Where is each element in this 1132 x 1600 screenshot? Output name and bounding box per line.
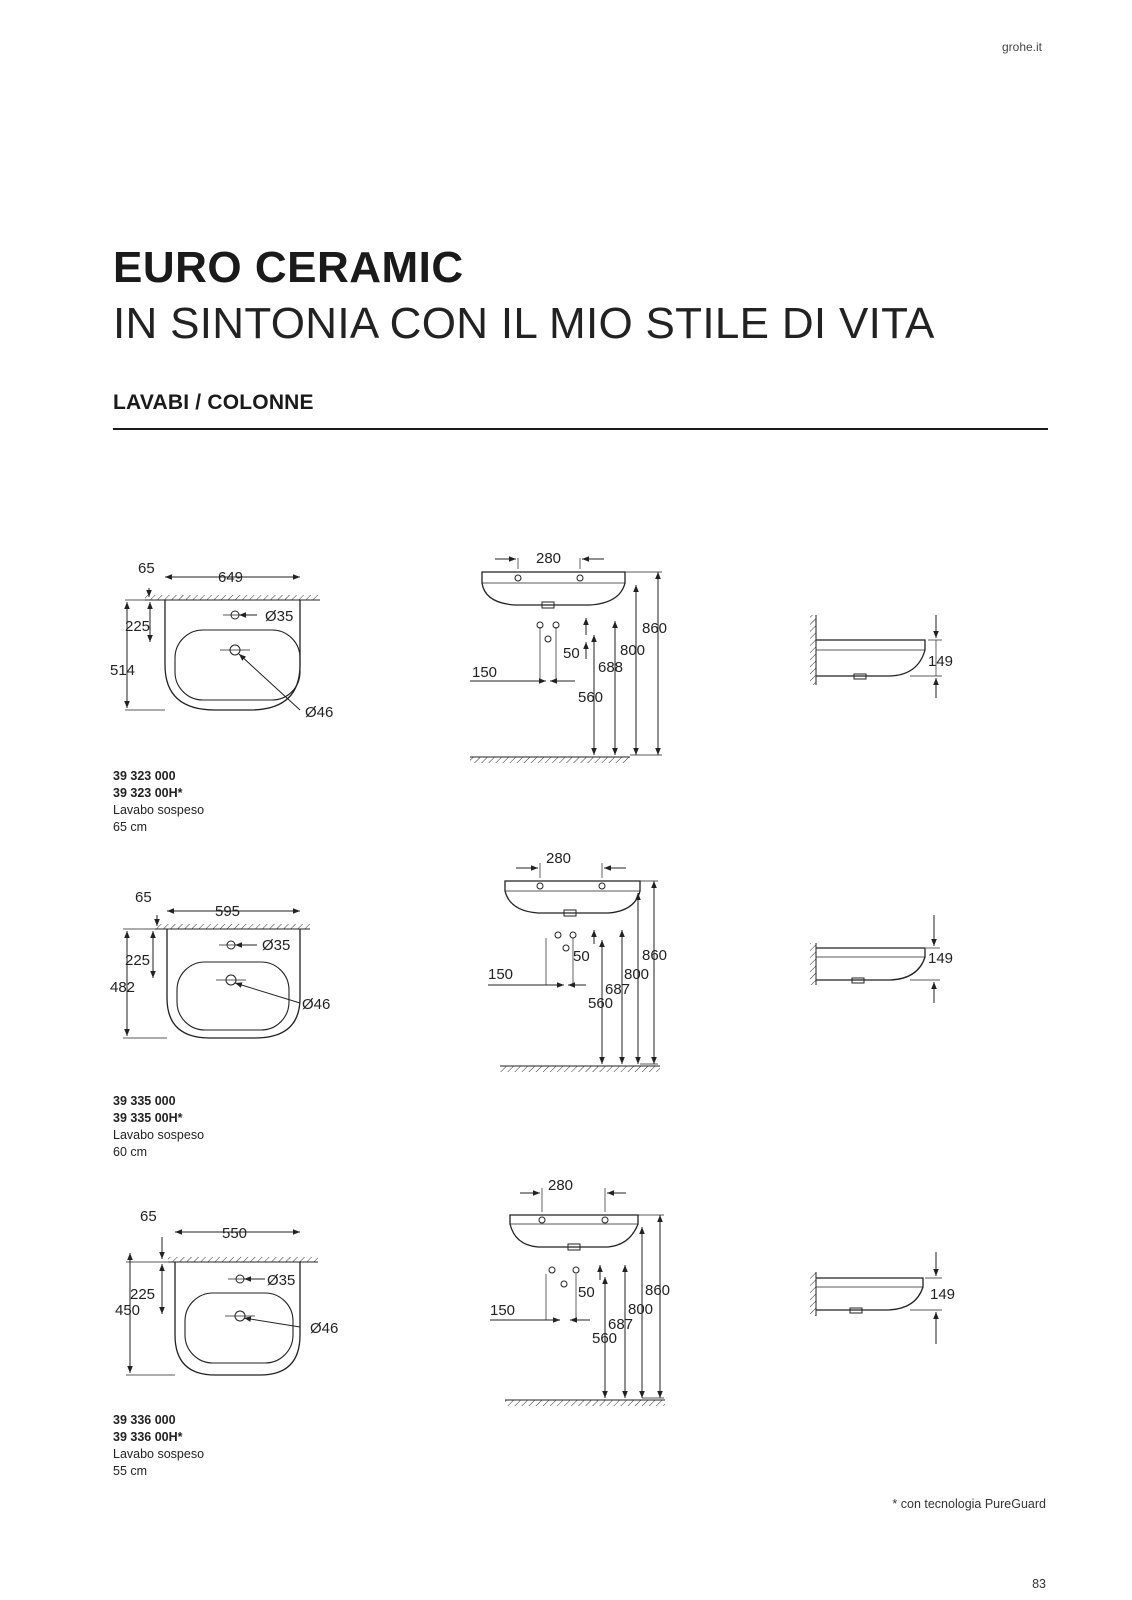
product-code-pureguard: 39 335 00H*: [113, 1111, 183, 1125]
dim-drain-offset: 150: [472, 664, 498, 681]
dim-height-860: 860: [645, 1282, 671, 1299]
dim-faucet: 225: [125, 618, 151, 635]
dim-side-height: 149: [928, 653, 954, 670]
dim-trap: 50: [563, 645, 580, 662]
dim-height-560: 560: [578, 689, 604, 706]
dim-drain: Ø46: [305, 704, 334, 721]
dim-offset: 65: [135, 889, 152, 906]
product-description: Lavabo sospeso: [113, 1128, 205, 1142]
dim-depth: 514: [110, 662, 136, 679]
dim-height-687: 687: [605, 981, 631, 998]
dim-side-height: 149: [930, 1286, 956, 1303]
side-view-drawing: [810, 610, 960, 700]
product-info: [113, 768, 204, 836]
side-view-drawing: [810, 915, 960, 1005]
top-view-drawing: [105, 560, 335, 735]
front-view-drawing: [488, 850, 688, 1088]
product-code-pureguard: 39 336 00H*: [113, 1430, 183, 1444]
dim-trap: 50: [573, 948, 590, 965]
front-view-drawing: [490, 1177, 690, 1425]
front-view-drawing: [470, 550, 685, 780]
dim-drain-offset: 150: [490, 1302, 516, 1319]
top-view-drawing: [105, 888, 335, 1063]
dim-spacing: 280: [536, 550, 562, 567]
product-info: [113, 1412, 204, 1480]
dim-height-560: 560: [588, 995, 614, 1012]
dim-height-800: 800: [620, 642, 646, 659]
dim-spacing: 280: [548, 1177, 574, 1194]
dim-faucet: 225: [125, 952, 151, 969]
section-heading: LAVABI / COLONNE: [113, 391, 314, 414]
footnote: * con tecnologia PureGuard: [892, 1497, 1046, 1511]
dim-tap-hole: Ø35: [265, 608, 294, 625]
page-title: EURO CERAMIC: [113, 243, 464, 292]
dim-height-860: 860: [642, 620, 668, 637]
section-divider: [113, 428, 1048, 430]
dim-offset: 65: [138, 560, 155, 577]
dim-depth: 450: [115, 1302, 141, 1319]
dim-drain: Ø46: [310, 1320, 339, 1337]
dim-width: 550: [222, 1225, 248, 1242]
dim-depth: 482: [110, 979, 136, 996]
dim-offset: 65: [140, 1208, 157, 1225]
product-code: 39 323 000: [113, 769, 176, 783]
page-subtitle: IN SINTONIA CON IL MIO STILE DI VITA: [113, 299, 935, 348]
product-code: 39 336 000: [113, 1413, 176, 1427]
dim-height-687: 687: [608, 1316, 634, 1333]
page-number: 83: [1032, 1577, 1046, 1591]
dim-tap-hole: Ø35: [262, 937, 291, 954]
dim-tap-hole: Ø35: [267, 1272, 296, 1289]
product-description: Lavabo sospeso: [113, 1447, 205, 1461]
product-size: 60 cm: [113, 1145, 148, 1159]
dim-spacing: 280: [546, 850, 572, 867]
product-size: 65 cm: [113, 820, 148, 834]
product-code: 39 335 000: [113, 1094, 176, 1108]
top-view-drawing: [110, 1208, 350, 1400]
dim-width: 595: [215, 903, 241, 920]
product-size: 55 cm: [113, 1464, 148, 1478]
product-description: Lavabo sospeso: [113, 803, 205, 817]
dim-trap: 50: [578, 1284, 595, 1301]
dim-drain-offset: 150: [488, 966, 514, 983]
dim-faucet: 225: [130, 1286, 156, 1303]
dim-height-688: 688: [598, 659, 624, 676]
dim-drain: Ø46: [302, 996, 331, 1013]
dim-height-860: 860: [642, 947, 668, 964]
side-view-drawing: [810, 1250, 960, 1350]
dim-height-560: 560: [592, 1330, 618, 1347]
dim-height-800: 800: [624, 966, 650, 983]
dim-width: 649: [218, 569, 244, 586]
product-code-pureguard: 39 323 00H*: [113, 786, 183, 800]
product-info: [113, 1093, 204, 1161]
site-url: grohe.it: [1001, 40, 1042, 54]
dim-side-height: 149: [928, 950, 954, 967]
dim-height-800: 800: [628, 1301, 654, 1318]
